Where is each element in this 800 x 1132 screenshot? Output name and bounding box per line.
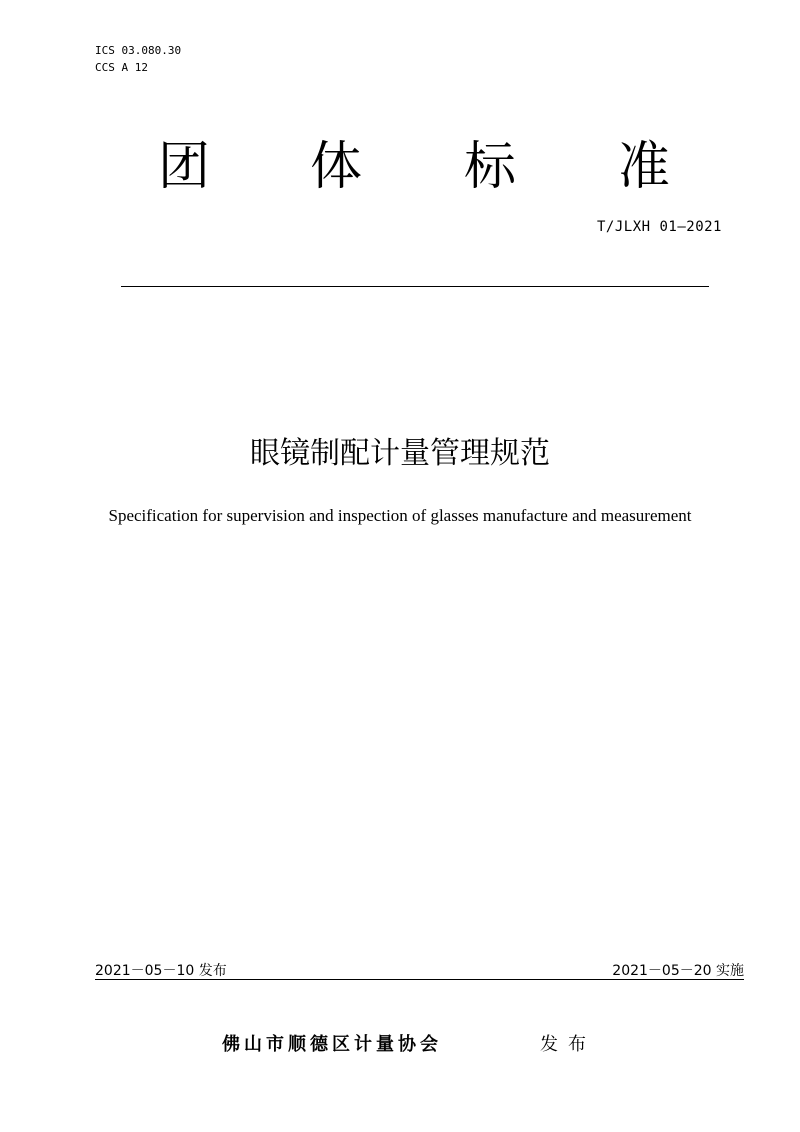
ics-code: ICS 03.080.30 [95, 44, 182, 57]
header-divider [121, 286, 709, 287]
classification-codes [95, 42, 181, 76]
title-char-4: 准 [618, 137, 671, 197]
title-char-3: 标 [464, 137, 517, 197]
title-char-1: 团 [158, 137, 211, 197]
implement-date: 2021－05－20 实施 [612, 963, 744, 979]
issuing-organization: 佛山市顺德区计量协会 [222, 1034, 442, 1055]
document-title-en: Specification for supervision and inspection of glasses manufacture and measurement [108, 506, 692, 525]
publish-date: 2021－05－10 发布 [95, 963, 227, 979]
title-char-2: 体 [310, 137, 363, 197]
footer-divider [95, 979, 744, 980]
issue-label: 发布 [540, 1034, 596, 1055]
ccs-code: CCS A 12 [95, 61, 148, 74]
standard-type-title [158, 132, 678, 202]
standard-number: T/JLXH 01—2021 [596, 219, 722, 235]
document-title-cn: 眼镜制配计量管理规范 [250, 436, 550, 471]
